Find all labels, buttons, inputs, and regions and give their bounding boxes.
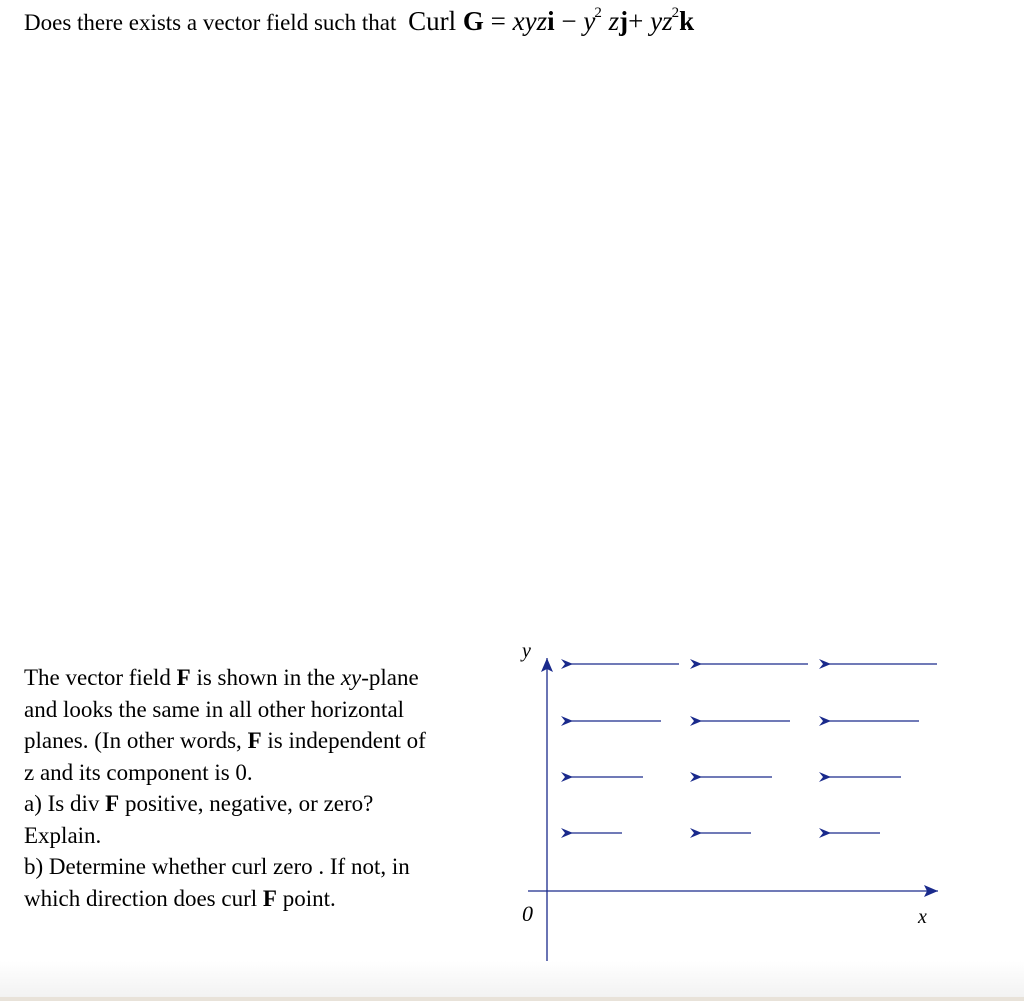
text-run: planes. (In other words, bbox=[24, 728, 248, 753]
text-run: -plane bbox=[361, 665, 419, 690]
text-run: which direction does curl bbox=[24, 885, 263, 911]
text-run: a) Is div bbox=[24, 791, 106, 816]
term2-exponent: 2 bbox=[594, 5, 602, 21]
bottom-edge bbox=[0, 997, 1024, 1001]
vector-F: F bbox=[105, 791, 120, 816]
term3-exponent: 2 bbox=[671, 5, 680, 21]
xy-italic: xy bbox=[340, 665, 362, 690]
term2-y: y bbox=[583, 6, 596, 36]
vector-F: F bbox=[247, 728, 262, 753]
field-vectors bbox=[571, 664, 937, 833]
term3-yz: yz bbox=[650, 6, 673, 36]
unit-k: k bbox=[679, 6, 695, 36]
problem-line-4: z and its component is 0. bbox=[24, 759, 253, 785]
text-run: point. bbox=[276, 885, 336, 911]
x-axis-label: x bbox=[918, 906, 927, 928]
problem-line-7: b) Determine whether curl zero . If not, in bbox=[24, 854, 410, 879]
y-axis-label: y bbox=[522, 640, 531, 662]
text-run: The vector field bbox=[24, 665, 177, 690]
unit-j: j bbox=[619, 6, 629, 36]
text-run: is independent of bbox=[261, 728, 426, 753]
text-run: positive, negative, or zero? bbox=[119, 791, 374, 816]
problem-line-6: Explain. bbox=[24, 822, 102, 848]
origin-label: 0 bbox=[522, 901, 533, 926]
unit-i: i bbox=[547, 6, 555, 36]
vector-F: F bbox=[176, 665, 191, 690]
vector-G: G bbox=[462, 6, 484, 36]
question-lead: Does there exists a vector field such that bbox=[24, 10, 397, 35]
plus-sign: + bbox=[628, 6, 644, 36]
term1-vars: xyz bbox=[512, 6, 548, 36]
term2-z: z bbox=[608, 6, 620, 36]
problem-line-2: and looks the same in all other horizontal bbox=[24, 696, 405, 722]
equals-sign: = bbox=[490, 6, 506, 36]
text-run: is shown in the bbox=[190, 665, 341, 690]
bottom-shade bbox=[0, 961, 1024, 1001]
curl-word: Curl bbox=[408, 6, 457, 36]
minus-sign: − bbox=[561, 6, 577, 36]
vector-F: F bbox=[262, 885, 277, 911]
